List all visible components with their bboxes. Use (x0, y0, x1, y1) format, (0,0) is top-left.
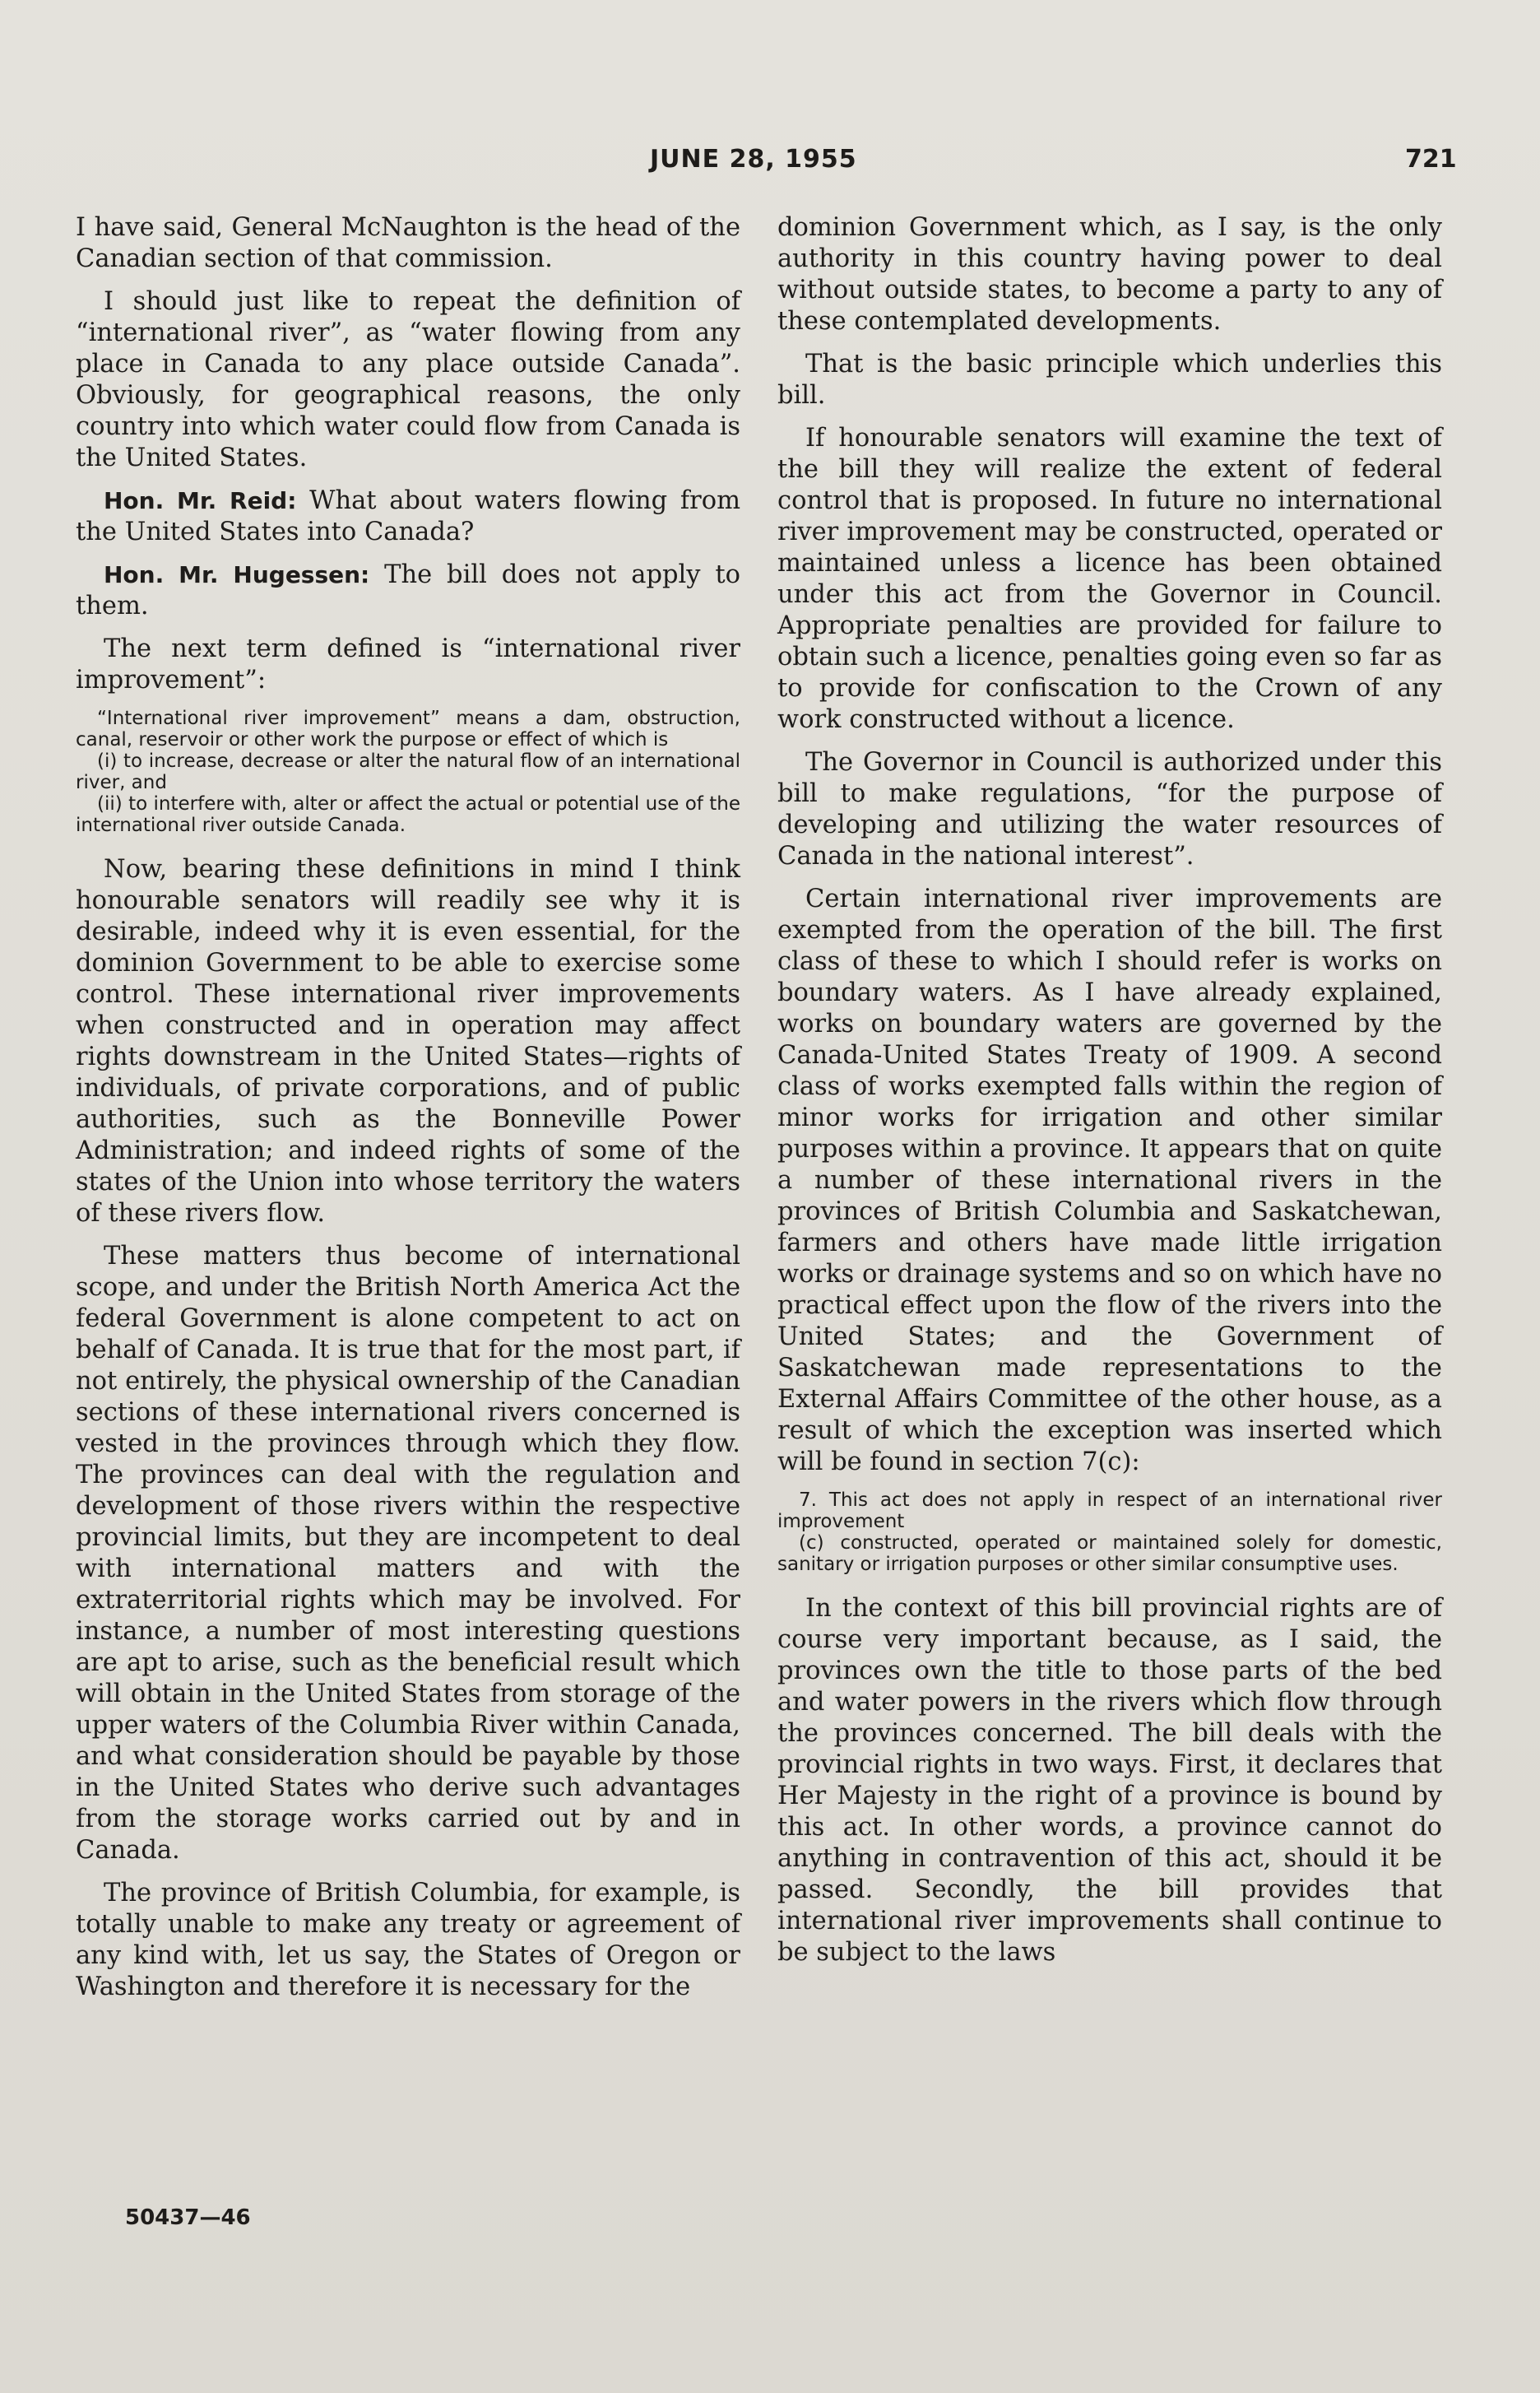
left-column (76, 212, 740, 2014)
paragraph: The province of British Columbia, for example, is totally unable to make any treaty or agreement of any kind with, let us say, the States of Oregon or Washington and therefore it is necessary for the (76, 1879, 740, 2001)
quote-line: 7. This act does not apply in respect of an international river improvement (777, 1489, 1442, 1532)
paragraph: Now, bearing these definitions in mind I think honourable senators will readily see why it is desirable, indeed why it is even essential, for the dominion Government to be able to exercise some control. These international river improvements when constructed and in operation may affect rights downstream in the United States—rights of individuals, of private corporations, and of public authorities, such as the Bonneville Power Administration; and indeed rights of some of the states of the Union into whose territory the waters of these rivers flow. (76, 855, 740, 1228)
speech-hugessen (76, 560, 740, 622)
paragraph: That is the basic principle which underlies this bill. (777, 350, 1442, 410)
paragraph: Certain international river improvements are exempted from the operation of the bill. The first class of these to which I should refer is works on boundary waters. As I have already explained, works on boundary waters are governed by the Canada-United States Treaty of 1909. A second class of works exempted falls within the region of minor works for irrigation and other similar purposes within a province. It appears that on quite a number of these international rivers in the provinces of British Columbia and Saskatchewan, farmers and others have made little irrigation works or drainage systems and so on which have no practical effect upon the flow of the rivers into the United States; and the Government of Saskatchewan made representations to the External Affairs Committee of the other house, as a result of which the exception was inserted which will be found in section 7(c): (777, 885, 1442, 1476)
quote-line: “International river improvement” means a dam, obstruction, canal, reservoir or other work the purpose or effect of which is (76, 708, 740, 750)
paragraph: These matters thus become of international scope, and under the British North America Act the federal Government is alone competent to act on behalf of Canada. It is true that for the most part, if not entirely, the physical ownership of the Canadian sections of these international rivers concerned is vested in the provinces through which they flow. The provinces can deal with the regulation and development of those rivers within the respective provincial limits, but they are incompetent to deal with international matters and with the extraterritorial rights which may be involved. For instance, a number of most interesting questions are apt to arise, such as the beneficial result which will obtain in the United States from storage of the upper waters of the Columbia River within Canada, and what consideration should be payable by those in the United States who derive such advantages from the storage works carried out by and in Canada. (76, 1242, 740, 1865)
paragraph: The next term defined is “international river improvement”: (76, 634, 740, 695)
page-header (0, 145, 1540, 186)
paragraph: The Governor in Council is authorized under this bill to make regulations, “for the purpose of developing and utilizing the water resources of Canada in the national interest”. (777, 748, 1442, 871)
paragraph: If honourable senators will examine the text of the bill they will realize the extent of federal control that is proposed. In future no international river improvement may be constructed, operated or maintained unless a licence has been obtained under this act from the Governor in Council. Appropriate penalties are provided for failure to obtain such a licence, penalties going even so far as to provide for confiscation to the Crown of any work constructed without a licence. (777, 424, 1442, 734)
header-date: JUNE 28, 1955 (650, 145, 857, 174)
paragraph: dominion Government which, as I say, is the only authority in this country having power to deal without outside states, to become a party to any of these contemplated developments. (777, 213, 1442, 336)
paragraph: I should just like to repeat the definition of “international river”, as “water flowing from any place in Canada to any place outside Canada”. Obviously, for geographical reasons, the only country into which water could flow from Canada is the United States. (76, 287, 740, 472)
paragraph: In the context of this bill provincial rights are of course very important because, as I said, the provinces own the title to those parts of the bed and water powers in the rivers which flow through the provinces concerned. The bill deals with the provincial rights in two ways. First, it declares that Her Majesty in the right of a province is bound by this act. In other words, a province cannot do anything in contravention of this act, should it be passed. Secondly, the bill provides that international river improvements shall continue to be subject to the laws (777, 1594, 1442, 1967)
paragraph: I have said, General McNaughton is the head of the Canadian section of that commission. (76, 213, 740, 273)
speaker-name: Hon. Mr. Reid: (104, 487, 297, 514)
footer-code: 50437—46 (125, 2205, 251, 2230)
page-number: 721 (1405, 145, 1457, 174)
quoted-definition (76, 708, 740, 836)
speech-reid (76, 486, 740, 548)
quoted-section (777, 1489, 1442, 1575)
speech-text: The bill does not apply to them. (76, 560, 741, 620)
speech-text: What about waters flowing from the United States into Canada? (76, 486, 740, 546)
quote-line: (i) to increase, decrease or alter the natural flow of an international river, and (76, 750, 740, 793)
quote-line: (ii) to interfere with, alter or affect the actual or potential use of the international river outside Canada. (76, 793, 740, 836)
right-column (777, 212, 1442, 1980)
speaker-name: Hon. Mr. Hugessen: (104, 561, 370, 588)
quote-line: (c) constructed, operated or maintained solely for domestic, sanitary or irrigation purposes or other similar consumptive uses. (777, 1532, 1442, 1575)
